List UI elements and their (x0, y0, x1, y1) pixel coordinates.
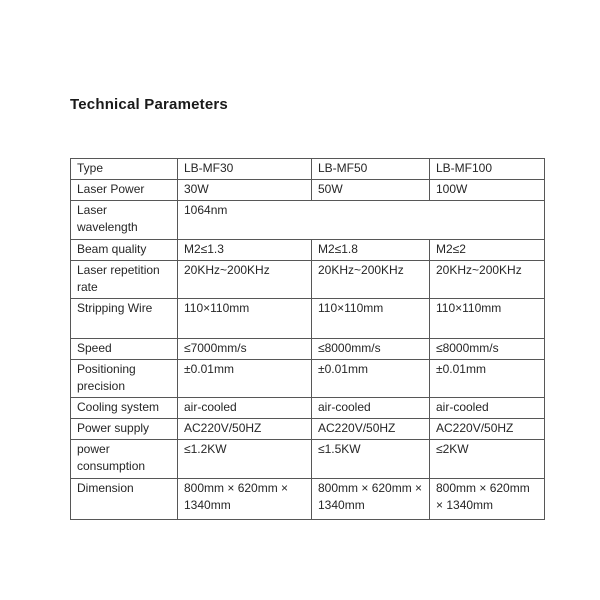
param-label: Cooling system (71, 398, 178, 419)
param-value: ±0.01mm (178, 360, 312, 398)
param-value: 50W (312, 180, 430, 201)
param-value: air-cooled (312, 398, 430, 419)
param-label: Type (71, 159, 178, 180)
param-value: ≤1.2KW (178, 440, 312, 479)
table-row-speed (71, 339, 545, 360)
param-value: 20KHz~200KHz (178, 261, 312, 299)
param-value: 800mm × 620mm × 1340mm (178, 479, 312, 520)
table-row-laser-repetition-rate (71, 261, 545, 299)
param-value: M2≤1.3 (178, 240, 312, 261)
param-label: Laser wavelength (71, 201, 178, 240)
param-label: Beam quality (71, 240, 178, 261)
param-value: ±0.01mm (430, 360, 545, 398)
param-value: air-cooled (178, 398, 312, 419)
param-label: Stripping Wire (71, 299, 178, 339)
param-value: M2≤2 (430, 240, 545, 261)
technical-parameters-table (70, 158, 545, 520)
param-value: 800mm × 620mm × 1340mm (312, 479, 430, 520)
param-value: ≤2KW (430, 440, 545, 479)
param-value: LB-MF50 (312, 159, 430, 180)
table-row-dimension (71, 479, 545, 520)
param-value: ≤8000mm/s (430, 339, 545, 360)
param-value: 1064nm (178, 201, 545, 240)
table-row-laser-wavelength (71, 201, 545, 240)
param-value: 30W (178, 180, 312, 201)
param-value: AC220V/50HZ (430, 419, 545, 440)
param-value: LB-MF30 (178, 159, 312, 180)
param-label: power consumption (71, 440, 178, 479)
param-value: 20KHz~200KHz (430, 261, 545, 299)
table-row-stripping-wire (71, 299, 545, 339)
param-label: Speed (71, 339, 178, 360)
table-row-type (71, 159, 545, 180)
param-value: ≤1.5KW (312, 440, 430, 479)
param-label: Dimension (71, 479, 178, 520)
param-value: ≤7000mm/s (178, 339, 312, 360)
param-value: ≤8000mm/s (312, 339, 430, 360)
param-value: 800mm × 620mm × 1340mm (430, 479, 545, 520)
param-value: 110×110mm (312, 299, 430, 339)
param-value: AC220V/50HZ (178, 419, 312, 440)
param-value: LB-MF100 (430, 159, 545, 180)
param-label: Power supply (71, 419, 178, 440)
param-label: Laser repetition rate (71, 261, 178, 299)
table-row-laser-power (71, 180, 545, 201)
param-value: ±0.01mm (312, 360, 430, 398)
param-value: 110×110mm (178, 299, 312, 339)
table-row-positioning-precision (71, 360, 545, 398)
table-row-power-consumption (71, 440, 545, 479)
param-value: 20KHz~200KHz (312, 261, 430, 299)
param-value: air-cooled (430, 398, 545, 419)
param-label: Positioning precision (71, 360, 178, 398)
param-value: 110×110mm (430, 299, 545, 339)
param-label: Laser Power (71, 180, 178, 201)
page-title: Technical Parameters (70, 96, 228, 113)
table-row-cooling-system (71, 398, 545, 419)
param-value: 100W (430, 180, 545, 201)
param-value: M2≤1.8 (312, 240, 430, 261)
table-row-beam-quality (71, 240, 545, 261)
param-value: AC220V/50HZ (312, 419, 430, 440)
table-row-power-supply (71, 419, 545, 440)
